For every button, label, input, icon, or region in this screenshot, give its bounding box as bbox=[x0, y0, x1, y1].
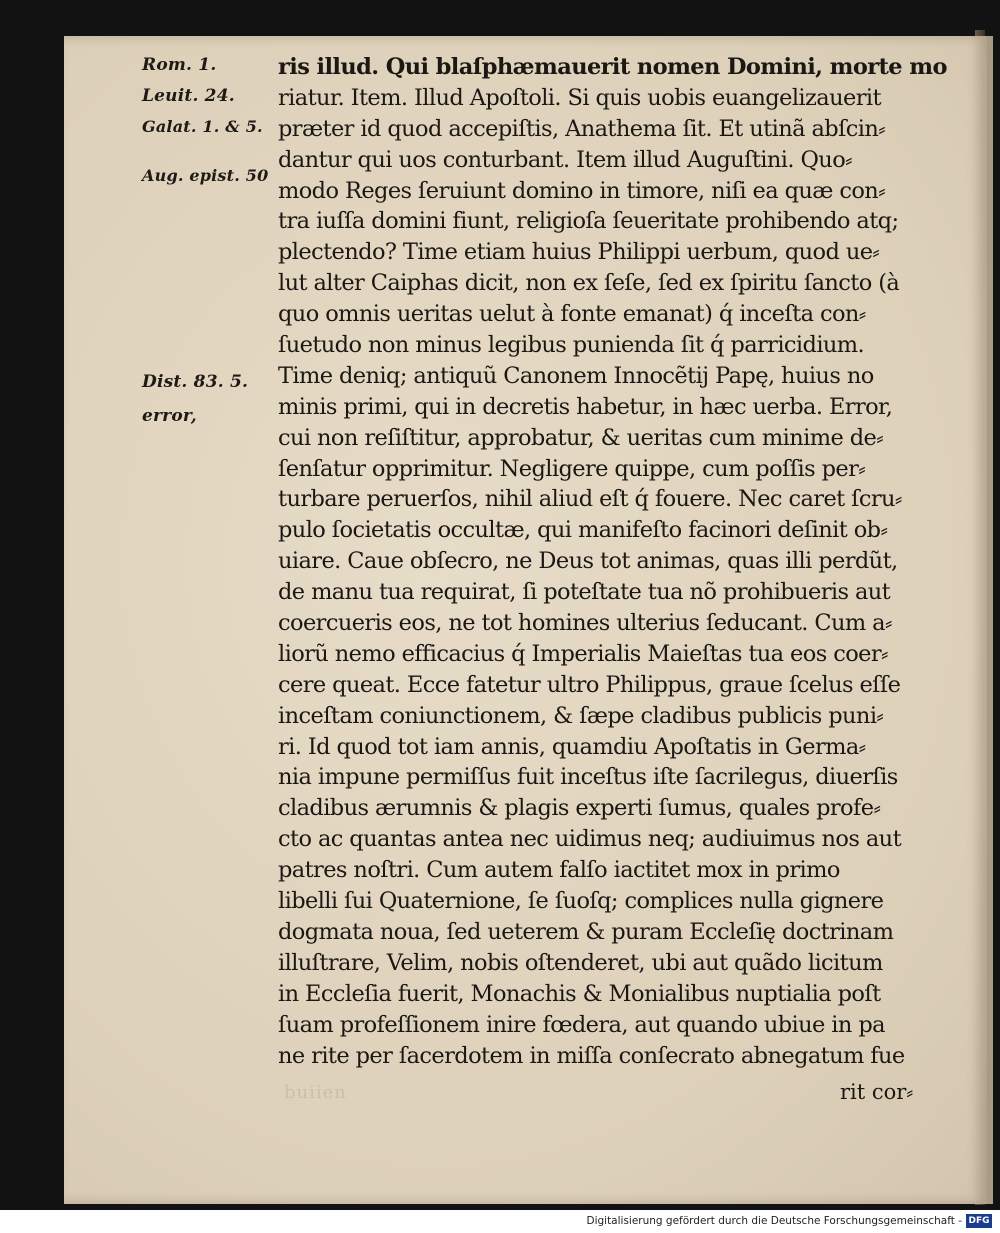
text-line: Time deniq; antiquũ Canonem Innocẽtij Papę, huius no bbox=[278, 362, 874, 389]
text-line: dantur qui uos conturbant. Item illud Auguſtini. Quo⸗ bbox=[278, 146, 853, 173]
text-line: ſuetudo non minus legibus punienda ſit q́ parricidium. bbox=[278, 332, 865, 359]
margin-note-leuit: Leuit. 24. bbox=[142, 86, 235, 106]
body-text bbox=[278, 52, 947, 1071]
margin-note-dist: Dist. 83. 5. bbox=[142, 372, 249, 392]
funding-credit: Digitalisierung gefördert durch die Deutsche Forschungsgemeinschaft - bbox=[586, 1215, 962, 1227]
text-line: ris illud. Qui blaſphæmauerit nomen Domini, morte mo bbox=[278, 54, 947, 80]
text-line: ſuam profeſſionem inire fœdera, aut quando ubiue in pa bbox=[278, 1011, 885, 1038]
text-line: ſenſatur opprimitur. Negligere quippe, cum poſſis per⸗ bbox=[278, 455, 866, 482]
margin-note-galat: Galat. 1. & 5. bbox=[142, 117, 263, 136]
text-line: tra iuſſa domini fiunt, religioſa ſeueritate prohibendo atq; bbox=[278, 208, 899, 235]
text-line: ne rite per ſacerdotem in miſſa conſecrato abnegatum fue bbox=[278, 1042, 905, 1069]
text-line: quo omnis ueritas uelut à fonte emanat) q́ inceſta con⸗ bbox=[278, 301, 866, 328]
text-line: ri. Id quod tot iam annis, quamdiu Apoſtatis in Germa⸗ bbox=[278, 733, 866, 760]
text-line: illuſtrare, Velim, nobis oſtenderet, ubi aut quãdo licitum bbox=[278, 949, 883, 976]
catchword: rit cor⸗ bbox=[840, 1080, 914, 1104]
margin-note-rom: Rom. 1. bbox=[142, 55, 217, 75]
margin-note-error: error, bbox=[142, 406, 197, 426]
dfg-logo-icon: DFG bbox=[966, 1214, 992, 1228]
text-line: lut alter Caiphas dicit, non ex ſeſe, ſed ex ſpiritu ſancto (à bbox=[278, 270, 900, 297]
margin-note-aug: Aug. epist. 50 bbox=[142, 166, 269, 185]
text-line: in Eccleſia fuerit, Monachis & Monialibus nuptialia poſt bbox=[278, 980, 881, 1007]
footer-bar bbox=[0, 1210, 1000, 1233]
text-line: plectendo? Time etiam huius Philippi uerbum, quod ue⸗ bbox=[278, 239, 880, 266]
text-line: libelli ſui Quaternione, ſe ſuoſq; complices nulla gignere bbox=[278, 888, 884, 915]
text-line: inceſtam coniunctionem, & ſæpe cladibus publicis puni⸗ bbox=[278, 702, 884, 729]
text-line: nia impune permiſſus fuit inceſtus iſte ſacrilegus, diuerſis bbox=[278, 764, 898, 791]
text-line: modo Reges ſeruiunt domino in timore, niſi ea quæ con⸗ bbox=[278, 177, 886, 204]
text-line: riatur. Item. Illud Apoſtoli. Si quis uobis euangelizauerit bbox=[278, 84, 881, 111]
text-line: liorũ nemo efficacius q́ Imperialis Maieſtas tua eos coer⸗ bbox=[278, 640, 888, 667]
text-line: cui non reſiſtitur, approbatur, & ueritas cum minime de⸗ bbox=[278, 424, 884, 451]
text-line: dogmata noua, ſed ueterem & puram Eccleſię doctrinam bbox=[278, 918, 894, 945]
text-line: de manu tua requirat, ſi poteſtate tua nõ prohibueris aut bbox=[278, 579, 891, 606]
text-line: pulo ſocietatis occultæ, qui manifeſto facinori deſinit ob⸗ bbox=[278, 517, 888, 544]
text-line: coercueris eos, ne tot homines ulterius ſeducant. Cum a⸗ bbox=[278, 610, 892, 637]
text-line: turbare peruerſos, nihil aliud eſt q́ fouere. Nec caret ſcru⸗ bbox=[278, 486, 902, 513]
text-line: uiare. Caue obſecro, ne Deus tot animas, quas illi perdũt, bbox=[278, 548, 898, 575]
bleed-through-text: buiien bbox=[284, 1082, 347, 1103]
text-line: cto ac quantas antea nec uidimus neq; audiuimus nos aut bbox=[278, 826, 902, 853]
text-line: minis primi, qui in decretis habetur, in hæc uerba. Error, bbox=[278, 393, 893, 420]
text-line: præter id quod accepiſtis, Anathema ſit. Et utinã abſcin⸗ bbox=[278, 115, 886, 142]
text-line: patres noſtri. Cum autem falſo iactitet mox in primo bbox=[278, 857, 840, 884]
text-line: cladibus ærumnis & plagis experti ſumus, quales profe⸗ bbox=[278, 795, 881, 822]
text-line: cere queat. Ecce fatetur ultro Philippus, graue ſcelus eſſe bbox=[278, 671, 901, 698]
